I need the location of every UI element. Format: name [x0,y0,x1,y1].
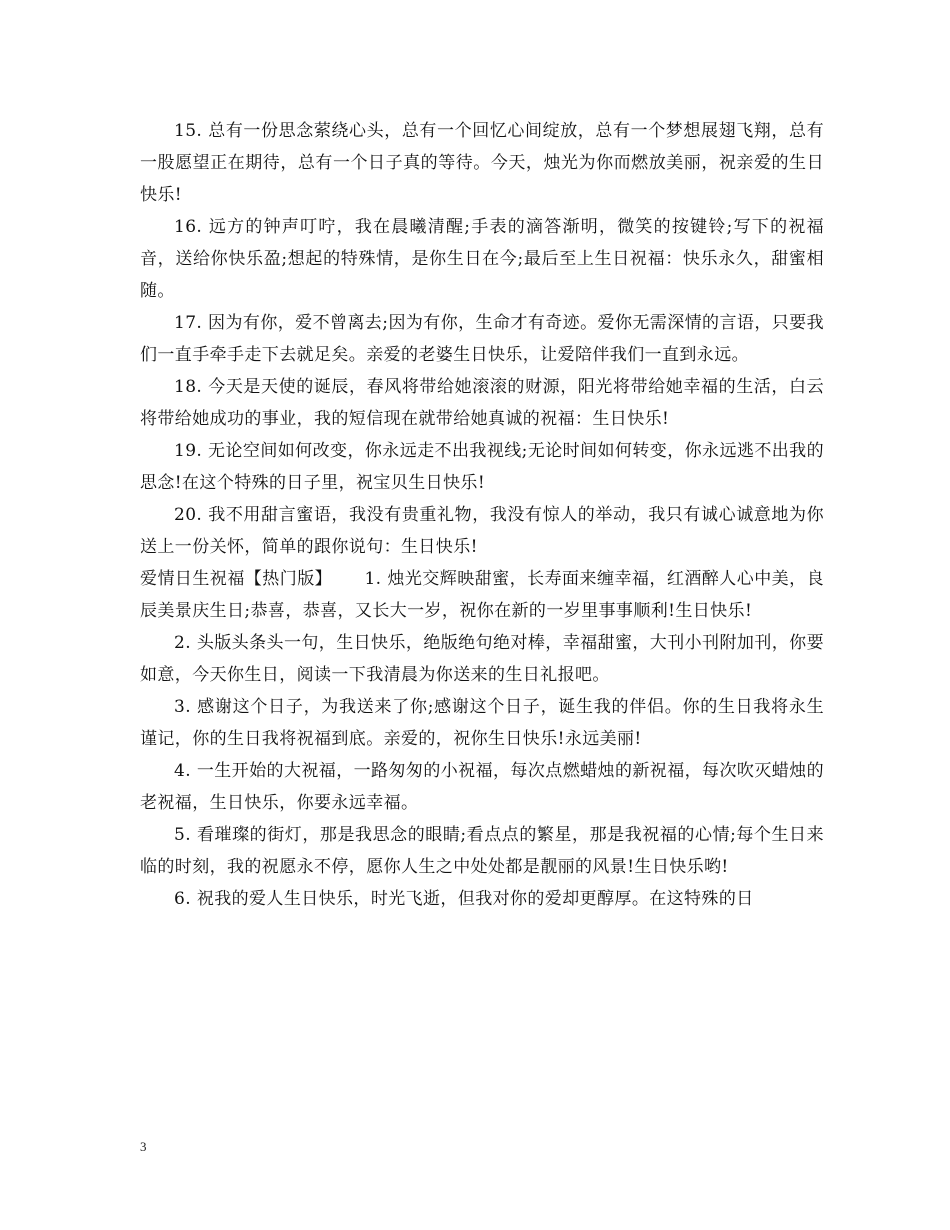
paragraph-17: 17. 因为有你，爱不曾离去;因为有你，生命才有奇迹。爱你无需深情的言语，只要我们一直手牵手走下去就足矣。亲爱的老婆生日快乐，让爱陪伴我们一直到永远。 [140,313,824,365]
paragraph-20: 20. 我不用甜言蜜语，我没有贵重礼物，我没有惊人的举动，我只有诚心诚意地为你送上一份关怀，简单的跟你说句：生日快乐! [140,505,824,557]
paragraph-4: 4. 一生开始的大祝福，一路匆匆的小祝福，每次点燃蜡烛的新祝福，每次吹灭蜡烛的老祝福，生日快乐，你要永远幸福。 [140,761,824,813]
paragraph-6: 6. 祝我的爱人生日快乐，时光飞逝，但我对你的爱却更醇厚。在这特殊的日 [174,889,754,909]
paragraph-3: 3. 感谢这个日子，为我送来了你;感谢这个日子，诞生我的伴侣。你的生日我将永生谨记，你的生日我将祝福到底。亲爱的，祝你生日快乐!永远美丽! [140,697,824,749]
paragraph-19: 19. 无论空间如何改变，你永远走不出我视线;无论时间如何转变，你永远逃不出我的思念!在这个特殊的日子里，祝宝贝生日快乐! [140,441,824,493]
paragraph-16: 16. 远方的钟声叮咛，我在晨曦清醒;手表的滴答渐明，微笑的按键铃;写下的祝福音，送给你快乐盈;想起的特殊情，是你生日在今;最后至上生日祝福：快乐永久，甜蜜相随。 [140,217,824,301]
paragraph-15: 15. 总有一份思念萦绕心头，总有一个回忆心间绽放，总有一个梦想展翅飞翔，总有一股愿望正在期待，总有一个日子真的等待。今天，烛光为你而燃放美丽，祝亲爱的生日快乐! [140,121,824,205]
section-heading-paragraph-1: 爱情日生祝福【热门版】 1. 烛光交辉映甜蜜，长寿面来缠幸福，红酒醉人心中美，良辰美景庆生日;恭喜，恭喜，又长大一岁，祝你在新的一岁里事事顺利!生日快乐! [140,569,824,621]
paragraph-2: 2. 头版头条头一句，生日快乐，绝版绝句绝对棒，幸福甜蜜，大刊小刊附加刊，你要如意，今天你生日，阅读一下我清晨为你送来的生日礼报吧。 [140,633,824,685]
paragraph-5: 5. 看璀璨的街灯，那是我思念的眼睛;看点点的繁星，那是我祝福的心情;每个生日来临的时刻，我的祝愿永不停，愿你人生之中处处都是靓丽的风景!生日快乐哟! [140,825,824,877]
page-number: 3 [140,1139,147,1154]
paragraph-18: 18. 今天是天使的诞辰，春风将带给她滚滚的财源，阳光将带给她幸福的生活，白云将带给她成功的事业，我的短信现在就带给她真诚的祝福：生日快乐! [140,377,824,429]
document-body [140,115,824,915]
